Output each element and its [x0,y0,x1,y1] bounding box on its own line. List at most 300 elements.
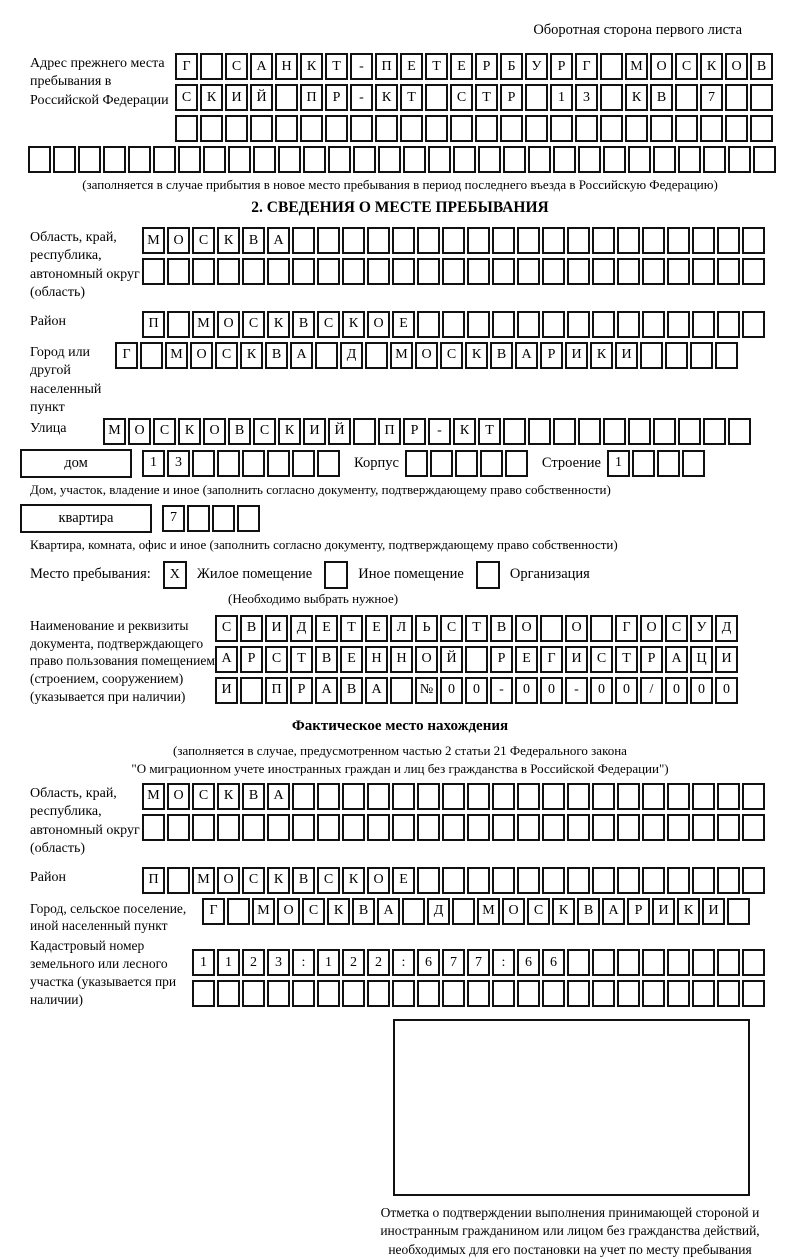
char-cell[interactable] [592,980,615,1007]
char-cell[interactable]: С [302,898,325,925]
char-cell[interactable]: О [367,311,390,338]
char-cell[interactable]: В [228,418,251,445]
char-cell[interactable] [592,867,615,894]
char-cell[interactable]: Г [202,898,225,925]
char-cell[interactable]: А [215,646,238,673]
char-cell[interactable]: Р [640,646,663,673]
char-cell[interactable]: Ь [415,615,438,642]
char-cell[interactable] [682,450,705,477]
char-cell[interactable]: Е [392,311,415,338]
char-cell[interactable] [442,227,465,254]
char-cell[interactable] [430,450,453,477]
char-cell[interactable] [200,53,223,80]
char-cell[interactable] [700,115,723,142]
char-cell[interactable]: М [142,783,165,810]
char-cell[interactable]: О [650,53,673,80]
char-cell[interactable] [717,783,740,810]
char-cell[interactable] [492,227,515,254]
char-cell[interactable] [525,115,548,142]
char-cell[interactable]: Д [340,342,363,369]
char-cell[interactable]: В [240,615,263,642]
char-cell[interactable]: Р [475,53,498,80]
char-cell[interactable]: 7 [442,949,465,976]
char-cell[interactable]: Л [390,615,413,642]
char-cell[interactable]: О [167,783,190,810]
char-cell[interactable] [667,814,690,841]
char-cell[interactable]: 3 [267,949,290,976]
char-cell[interactable]: С [253,418,276,445]
char-cell[interactable] [442,258,465,285]
char-cell[interactable]: О [128,418,151,445]
char-cell[interactable]: / [640,677,663,704]
char-cell[interactable]: А [602,898,625,925]
char-cell[interactable] [617,258,640,285]
char-cell[interactable] [592,258,615,285]
char-cell[interactable]: Г [575,53,598,80]
char-cell[interactable] [140,342,163,369]
char-cell[interactable] [542,867,565,894]
char-cell[interactable]: В [292,867,315,894]
char-cell[interactable]: К [178,418,201,445]
char-cell[interactable] [528,146,551,173]
char-cell[interactable] [717,980,740,1007]
char-cell[interactable] [492,814,515,841]
char-cell[interactable]: 0 [665,677,688,704]
char-cell[interactable]: Т [615,646,638,673]
char-cell[interactable] [742,814,765,841]
char-cell[interactable] [28,146,51,173]
char-cell[interactable] [367,814,390,841]
char-cell[interactable]: Д [715,615,738,642]
char-cell[interactable] [452,898,475,925]
char-cell[interactable]: 6 [417,949,440,976]
char-cell[interactable]: 3 [575,84,598,111]
char-cell[interactable]: В [490,615,513,642]
char-cell[interactable]: Р [325,84,348,111]
char-cell[interactable] [375,115,398,142]
char-cell[interactable]: 7 [700,84,723,111]
char-cell[interactable] [103,146,126,173]
char-cell[interactable] [442,867,465,894]
char-cell[interactable] [303,146,326,173]
char-cell[interactable]: И [225,84,248,111]
char-cell[interactable] [267,980,290,1007]
char-cell[interactable] [167,258,190,285]
char-cell[interactable]: 1 [192,949,215,976]
char-cell[interactable] [628,146,651,173]
char-cell[interactable] [742,783,765,810]
char-cell[interactable] [592,311,615,338]
char-cell[interactable] [592,814,615,841]
char-cell[interactable]: Г [115,342,138,369]
char-cell[interactable]: М [477,898,500,925]
char-cell[interactable]: 2 [342,949,365,976]
char-cell[interactable] [742,258,765,285]
char-cell[interactable]: А [315,677,338,704]
char-cell[interactable] [692,311,715,338]
char-cell[interactable] [742,949,765,976]
char-cell[interactable]: Т [400,84,423,111]
char-cell[interactable] [128,146,151,173]
char-cell[interactable] [417,311,440,338]
char-cell[interactable] [178,146,201,173]
char-cell[interactable] [703,146,726,173]
char-cell[interactable] [567,949,590,976]
char-cell[interactable] [342,227,365,254]
char-cell[interactable] [617,814,640,841]
char-cell[interactable] [542,814,565,841]
char-cell[interactable]: 1 [317,949,340,976]
char-cell[interactable] [540,615,563,642]
char-cell[interactable]: 1 [142,450,165,477]
char-cell[interactable]: С [317,867,340,894]
char-cell[interactable]: В [750,53,773,80]
char-cell[interactable]: К [342,867,365,894]
char-cell[interactable] [378,146,401,173]
char-cell[interactable] [667,227,690,254]
char-cell[interactable]: 7 [162,505,185,532]
char-cell[interactable] [187,505,210,532]
char-cell[interactable] [192,814,215,841]
char-cell[interactable]: К [677,898,700,925]
char-cell[interactable] [727,898,750,925]
char-cell[interactable]: О [217,311,240,338]
char-cell[interactable]: - [350,53,373,80]
char-cell[interactable] [480,450,503,477]
char-cell[interactable]: Д [290,615,313,642]
char-cell[interactable]: Д [427,898,450,925]
char-cell[interactable]: С [665,615,688,642]
char-cell[interactable]: В [265,342,288,369]
char-cell[interactable] [667,258,690,285]
char-cell[interactable]: - [490,677,513,704]
char-cell[interactable] [242,258,265,285]
char-cell[interactable] [417,867,440,894]
char-cell[interactable] [678,146,701,173]
char-cell[interactable]: М [103,418,126,445]
char-cell[interactable] [567,311,590,338]
char-cell[interactable] [742,980,765,1007]
char-cell[interactable] [665,342,688,369]
char-cell[interactable]: К [552,898,575,925]
char-cell[interactable] [292,227,315,254]
char-cell[interactable]: М [625,53,648,80]
char-cell[interactable] [628,418,651,445]
char-cell[interactable]: В [242,227,265,254]
char-cell[interactable]: : [292,949,315,976]
char-cell[interactable] [453,146,476,173]
char-cell[interactable] [167,311,190,338]
char-cell[interactable] [617,227,640,254]
char-cell[interactable] [317,980,340,1007]
char-cell[interactable] [267,450,290,477]
char-cell[interactable] [467,783,490,810]
char-cell[interactable] [192,258,215,285]
char-cell[interactable] [542,980,565,1007]
char-cell[interactable] [567,980,590,1007]
char-cell[interactable]: И [652,898,675,925]
char-cell[interactable]: И [265,615,288,642]
char-cell[interactable] [367,980,390,1007]
char-cell[interactable]: В [292,311,315,338]
char-cell[interactable]: С [265,646,288,673]
char-cell[interactable] [317,450,340,477]
char-cell[interactable]: С [192,783,215,810]
char-cell[interactable] [517,783,540,810]
char-cell[interactable]: - [350,84,373,111]
char-cell[interactable] [542,227,565,254]
char-cell[interactable] [417,980,440,1007]
char-cell[interactable] [667,783,690,810]
char-cell[interactable]: С [590,646,613,673]
char-cell[interactable]: О [277,898,300,925]
char-cell[interactable] [742,227,765,254]
char-cell[interactable] [692,258,715,285]
char-cell[interactable]: Р [240,646,263,673]
char-cell[interactable] [442,980,465,1007]
char-cell[interactable]: О [502,898,525,925]
char-cell[interactable] [342,980,365,1007]
char-cell[interactable]: С [153,418,176,445]
char-cell[interactable]: 6 [517,949,540,976]
char-cell[interactable]: К [700,53,723,80]
char-cell[interactable] [667,311,690,338]
char-cell[interactable] [567,258,590,285]
char-cell[interactable]: Р [550,53,573,80]
char-cell[interactable] [392,783,415,810]
char-cell[interactable] [242,980,265,1007]
char-cell[interactable] [640,342,663,369]
char-cell[interactable] [625,115,648,142]
char-cell[interactable]: 2 [242,949,265,976]
char-cell[interactable] [667,867,690,894]
char-cell[interactable]: 0 [615,677,638,704]
char-cell[interactable] [403,146,426,173]
char-cell[interactable] [617,783,640,810]
char-cell[interactable] [253,146,276,173]
char-cell[interactable]: 1 [217,949,240,976]
char-cell[interactable]: П [265,677,288,704]
char-cell[interactable]: А [267,783,290,810]
char-cell[interactable]: Г [615,615,638,642]
char-cell[interactable]: П [375,53,398,80]
char-cell[interactable] [153,146,176,173]
char-cell[interactable] [325,115,348,142]
char-cell[interactable]: Р [500,84,523,111]
char-cell[interactable] [600,53,623,80]
char-cell[interactable]: Р [403,418,426,445]
char-cell[interactable] [467,258,490,285]
char-cell[interactable]: Й [250,84,273,111]
char-cell[interactable] [275,115,298,142]
char-cell[interactable]: Н [275,53,298,80]
char-cell[interactable]: В [340,677,363,704]
char-cell[interactable] [212,505,235,532]
char-cell[interactable] [575,115,598,142]
char-cell[interactable] [517,258,540,285]
char-cell[interactable] [492,258,515,285]
char-cell[interactable] [317,227,340,254]
char-cell[interactable] [675,115,698,142]
char-cell[interactable]: 0 [540,677,563,704]
char-cell[interactable] [417,258,440,285]
char-cell[interactable]: А [665,646,688,673]
char-cell[interactable] [328,146,351,173]
char-cell[interactable] [317,258,340,285]
char-cell[interactable]: М [252,898,275,925]
char-cell[interactable]: И [615,342,638,369]
char-cell[interactable] [567,783,590,810]
char-cell[interactable]: О [565,615,588,642]
char-cell[interactable]: Т [475,84,498,111]
char-cell[interactable] [567,227,590,254]
char-cell[interactable] [553,418,576,445]
char-cell[interactable]: М [142,227,165,254]
char-cell[interactable] [392,227,415,254]
char-cell[interactable] [715,342,738,369]
char-cell[interactable]: Н [365,646,388,673]
char-cell[interactable]: С [440,615,463,642]
char-cell[interactable] [692,227,715,254]
char-cell[interactable] [342,814,365,841]
char-cell[interactable] [717,227,740,254]
char-cell[interactable]: Т [325,53,348,80]
char-cell[interactable]: И [565,646,588,673]
char-cell[interactable] [342,783,365,810]
char-cell[interactable] [742,867,765,894]
char-cell[interactable] [392,258,415,285]
char-cell[interactable]: А [250,53,273,80]
char-cell[interactable] [353,418,376,445]
char-cell[interactable] [528,418,551,445]
char-cell[interactable]: 3 [167,450,190,477]
char-cell[interactable]: И [715,646,738,673]
char-cell[interactable]: С [215,615,238,642]
char-cell[interactable] [728,418,751,445]
char-cell[interactable]: 0 [690,677,713,704]
char-cell[interactable] [517,311,540,338]
char-cell[interactable]: Е [392,867,415,894]
char-cell[interactable]: Р [290,677,313,704]
char-cell[interactable] [192,450,215,477]
char-cell[interactable]: И [303,418,326,445]
char-cell[interactable] [542,311,565,338]
char-cell[interactable] [390,677,413,704]
char-cell[interactable]: Е [400,53,423,80]
char-cell[interactable] [292,980,315,1007]
char-cell[interactable] [675,84,698,111]
char-cell[interactable] [692,949,715,976]
char-cell[interactable]: К [625,84,648,111]
char-cell[interactable] [742,311,765,338]
char-cell[interactable] [603,146,626,173]
char-cell[interactable]: К [278,418,301,445]
char-cell[interactable] [242,814,265,841]
char-cell[interactable]: В [352,898,375,925]
char-cell[interactable] [650,115,673,142]
char-cell[interactable] [632,450,655,477]
char-cell[interactable] [753,146,776,173]
char-cell[interactable]: А [365,677,388,704]
char-cell[interactable] [417,227,440,254]
char-cell[interactable]: Т [425,53,448,80]
char-cell[interactable]: Т [340,615,363,642]
char-cell[interactable] [542,783,565,810]
char-cell[interactable] [600,84,623,111]
char-cell[interactable] [567,867,590,894]
char-cell[interactable]: Т [478,418,501,445]
char-cell[interactable]: 2 [367,949,390,976]
char-cell[interactable] [467,867,490,894]
char-cell[interactable]: О [415,342,438,369]
char-cell[interactable]: 7 [467,949,490,976]
char-cell[interactable]: С [192,227,215,254]
char-cell[interactable] [228,146,251,173]
char-cell[interactable] [667,980,690,1007]
char-cell[interactable]: Г [175,53,198,80]
char-cell[interactable] [703,418,726,445]
char-cell[interactable]: В [577,898,600,925]
char-cell[interactable]: Е [450,53,473,80]
char-cell[interactable] [467,227,490,254]
char-cell[interactable] [592,949,615,976]
char-cell[interactable]: П [378,418,401,445]
char-cell[interactable]: - [565,677,588,704]
char-cell[interactable] [275,84,298,111]
char-cell[interactable] [492,867,515,894]
char-cell[interactable] [592,783,615,810]
char-cell[interactable] [567,814,590,841]
char-cell[interactable] [503,418,526,445]
char-cell[interactable] [642,980,665,1007]
char-cell[interactable]: : [492,949,515,976]
char-cell[interactable]: Р [540,342,563,369]
char-cell[interactable] [617,311,640,338]
char-cell[interactable] [467,311,490,338]
char-cell[interactable]: Г [540,646,563,673]
char-cell[interactable]: А [377,898,400,925]
char-cell[interactable] [353,146,376,173]
char-cell[interactable] [517,980,540,1007]
char-cell[interactable] [750,115,773,142]
char-cell[interactable] [717,949,740,976]
char-cell[interactable]: А [267,227,290,254]
char-cell[interactable]: У [690,615,713,642]
char-cell[interactable] [642,783,665,810]
char-cell[interactable] [657,450,680,477]
char-cell[interactable]: П [142,311,165,338]
char-cell[interactable]: О [725,53,748,80]
char-cell[interactable] [492,980,515,1007]
char-cell[interactable]: С [450,84,473,111]
char-cell[interactable]: П [300,84,323,111]
char-cell[interactable] [392,814,415,841]
char-cell[interactable]: Т [290,646,313,673]
char-cell[interactable] [505,450,528,477]
char-cell[interactable] [450,115,473,142]
char-cell[interactable] [428,146,451,173]
char-cell[interactable] [750,84,773,111]
char-cell[interactable]: 0 [465,677,488,704]
char-cell[interactable] [475,115,498,142]
char-cell[interactable]: О [203,418,226,445]
char-cell[interactable] [267,258,290,285]
char-cell[interactable]: В [242,783,265,810]
char-cell[interactable] [525,84,548,111]
char-cell[interactable]: Ц [690,646,713,673]
char-cell[interactable]: К [465,342,488,369]
char-cell[interactable]: Й [328,418,351,445]
